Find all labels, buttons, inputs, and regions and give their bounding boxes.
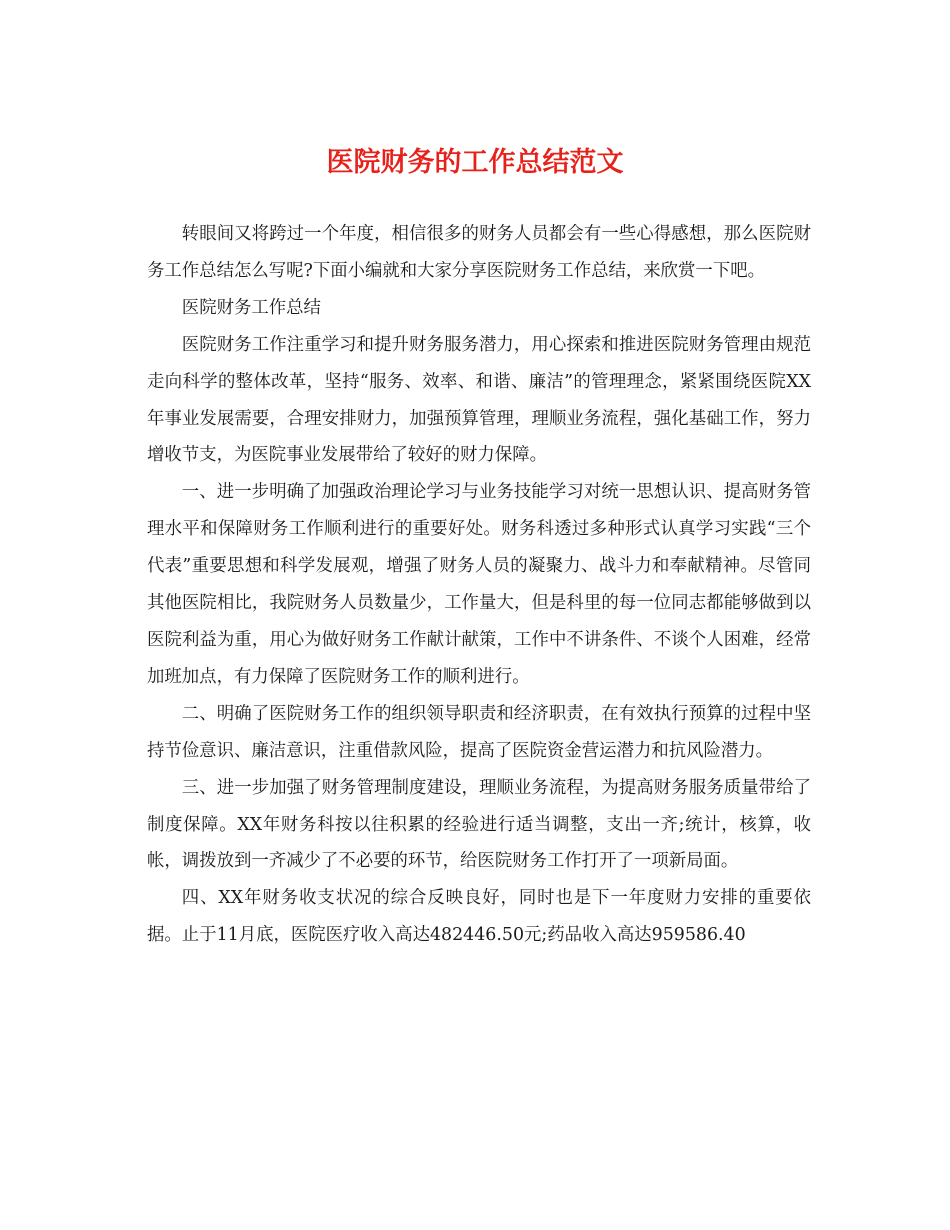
point-one-paragraph: 一、进一步明确了加强政治理论学习与业务技能学习对统一思想认识、提高财务管理水平和保障财务工作顺利进行的重要好处。财务科透过多种形式认真学习实践“三个代表”重要思想和科学发展观，增强了财务人员的凝聚力、战斗力和奉献精神。尽管同其他医院相比，我院财务人员数量少，工作量大，但是科里的每一位同志都能够做到以医院利益为重，用心为做好财务工作献计献策，工作中不讲条件、不谈个人困难，经常加班加点，有力保障了医院财务工作的顺利进行。 [147, 482, 811, 687]
point-three-paragraph: 三、进一步加强了财务管理制度建设，理顺业务流程，为提高财务服务质量带给了制度保障。XX年财务科按以往积累的经验进行适当调整，支出一齐;统计，核算，收帐，调拨放到一齐减少了不必要的环节，给医院财务工作打开了一项新局面。 [147, 777, 811, 872]
document-body [147, 216, 811, 954]
intro-paragraph: 转眼间又将跨过一个年度，相信很多的财务人员都会有一些心得感想，那么医院财务工作总结怎么写呢?下面小编就和大家分享医院财务工作总结，来欣赏一下吧。 [147, 224, 811, 281]
section-heading: 医院财务工作总结 [181, 297, 321, 318]
document-title: 医院财务的工作总结范文 [326, 147, 624, 178]
overview-paragraph: 医院财务工作注重学习和提升财务服务潜力，用心探索和推进医院财务管理由规范走向科学的整体改革，坚持“服务、效率、和谐、廉洁”的管理理念，紧紧围绕医院XX年事业发展需要，合理安排财力，加强预算管理，理顺业务流程，强化基础工作，努力增收节支，为医院事业发展带给了较好的财力保障。 [147, 334, 811, 466]
point-four-paragraph: 四、XX年财务收支状况的综合反映良好，同时也是下一年度财力安排的重要依据。止于11月底，医院医疗收入高达482446.50元;药品收入高达959586.40 [147, 888, 811, 946]
point-two-paragraph: 二、明确了医院财务工作的组织领导职责和经济职责，在有效执行预算的过程中坚持节俭意识、廉洁意识，注重借款风险，提高了医院资金营运潜力和抗风险潜力。 [147, 703, 811, 761]
